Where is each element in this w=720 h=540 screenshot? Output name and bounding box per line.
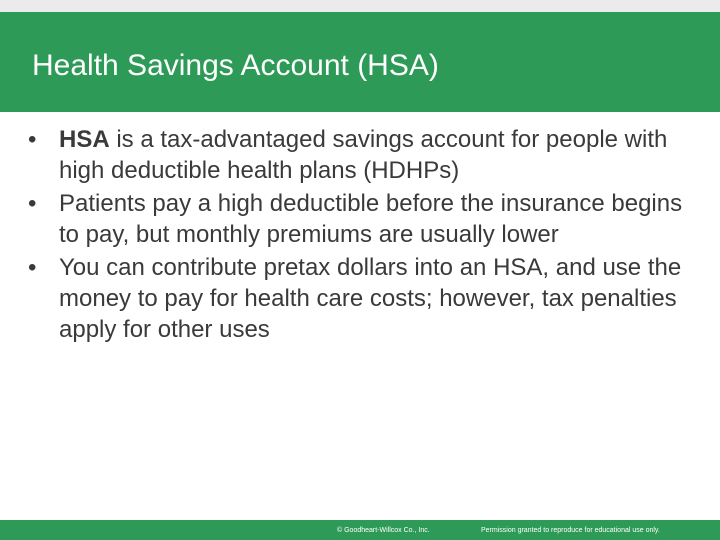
footer-copyright: © Goodheart-Willcox Co., Inc. bbox=[337, 527, 430, 534]
bullet-list bbox=[28, 124, 700, 345]
top-band bbox=[0, 0, 720, 12]
bullet-icon: • bbox=[28, 190, 37, 217]
bullet-item-deductible bbox=[28, 188, 700, 250]
bullet-text: You can contribute pretax dollars into an HSA, and use the money to pay for health care costs; however, tax penalties apply for other uses bbox=[59, 254, 682, 343]
bullet-item-pretax bbox=[28, 252, 700, 345]
bullet-item-hsa-definition bbox=[28, 124, 700, 186]
bullet-icon: • bbox=[28, 126, 37, 153]
bullet-icon: • bbox=[28, 254, 37, 281]
footer-permission: Permission granted to reproduce for educational use only. bbox=[481, 527, 660, 534]
bullet-text: is a tax-advantaged savings account for people with high deductible health plans (HDHPs) bbox=[59, 126, 668, 184]
slide-content bbox=[28, 124, 700, 347]
slide-title: Health Savings Account (HSA) bbox=[32, 49, 439, 82]
bullet-text: Patients pay a high deductible before the insurance begins to pay, but monthly premiums are usually lower bbox=[59, 190, 683, 248]
title-bar bbox=[0, 12, 720, 112]
bullet-term: HSA bbox=[59, 126, 110, 153]
